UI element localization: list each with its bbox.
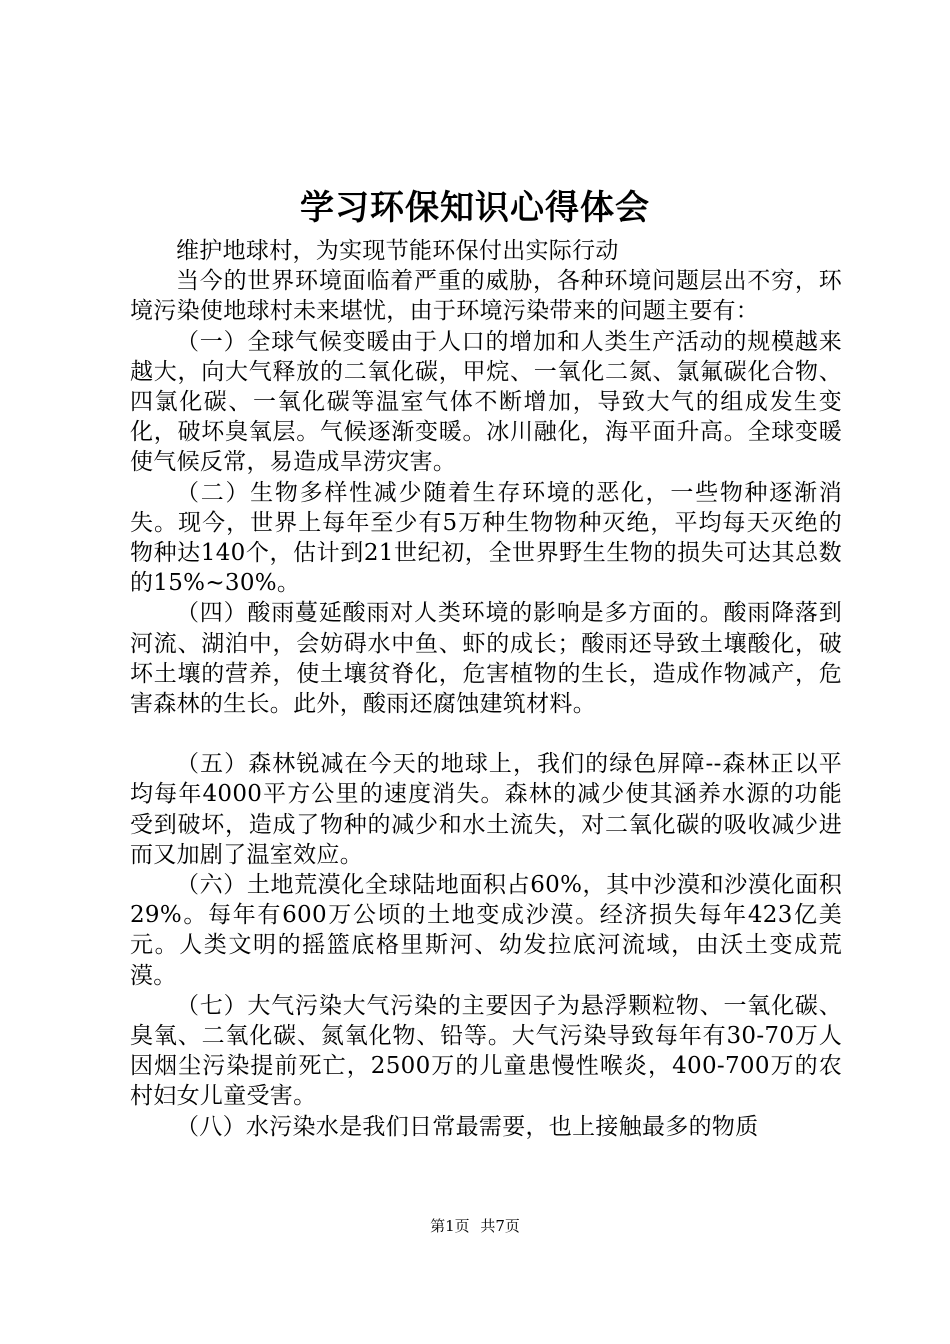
page-number-total: 共7页 [480, 1217, 520, 1235]
document-body [130, 236, 842, 1142]
paragraph-acid-rain: （四）酸雨蔓延酸雨对人类环境的影响是多方面的。酸雨降落到河流、湖泊中，会妨碍水中鱼、虾的成长；酸雨还导致土壤酸化，破坏土壤的营养，使土壤贫脊化，危害植物的生长，造成作物减产，危害森林的生长。此外，酸雨还腐蚀建筑材料。 [130, 600, 842, 718]
document-title: 学习环保知识心得体会 [300, 188, 650, 228]
page-number-current: 第1页 [430, 1217, 470, 1235]
paragraph-water-pollution: （八）水污染水是我们日常最需要，也上接触最多的物质 [176, 1113, 759, 1140]
paragraph-deforestation: （五）森林锐减在今天的地球上，我们的绿色屏障--森林正以平均每年4000平方公里的速度消失。森林的减少使其涵养水源的功能受到破坏，造成了物种的减少和水土流失，对二氧化碳的吸收减少进而又加剧了温室效应。 [130, 751, 842, 868]
page-footer [0, 1216, 950, 1236]
paragraph-intro: 当今的世界环境面临着严重的威胁，各种环境问题层出不穷，环境污染使地球村未来堪忧，由于环境污染带来的问题主要有： [130, 268, 842, 325]
paragraph-desertification: （六）土地荒漠化全球陆地面积占60%，其中沙漠和沙漠化面积29%。每年有600万公顷的土地变成沙漠。经济损失每年423亿美元。人类文明的摇篮底格里斯河、幼发拉底河流域，由沃土变成荒漠。 [130, 872, 842, 989]
paragraph-subtitle: 维护地球村，为实现节能环保付出实际行动 [176, 238, 619, 264]
paragraph-climate-warming: （一）全球气候变暖由于人口的增加和人类生产活动的规模越来越大，向大气释放的二氧化碳，甲烷、一氧化二氮、氯氟碳化合物、四氯化碳、一氧化碳等温室气体不断增加，导致大气的组成发生变化，破坏臭氧层。气候逐渐变暖。冰川融化，海平面升高。全球变暖使气候反常，易造成旱涝灾害。 [130, 328, 842, 476]
paragraph-air-pollution: （七）大气污染大气污染的主要因子为悬浮颗粒物、一氧化碳、臭氧、二氧化碳、氮氧化物、铅等。大气污染导致每年有30-70万人因烟尘污染提前死亡，2500万的儿童患慢性喉炎，400-700万的农村妇女儿童受害。 [130, 992, 842, 1110]
paragraph-biodiversity: （二）生物多样性减少随着生存环境的恶化，一些物种逐渐消失。现今，世界上每年至少有5万种生物物种灭绝，平均每天灭绝的物种达140个，估计到21世纪初，全世界野生生物的损失可达其总数的15%~30%。 [130, 479, 842, 597]
